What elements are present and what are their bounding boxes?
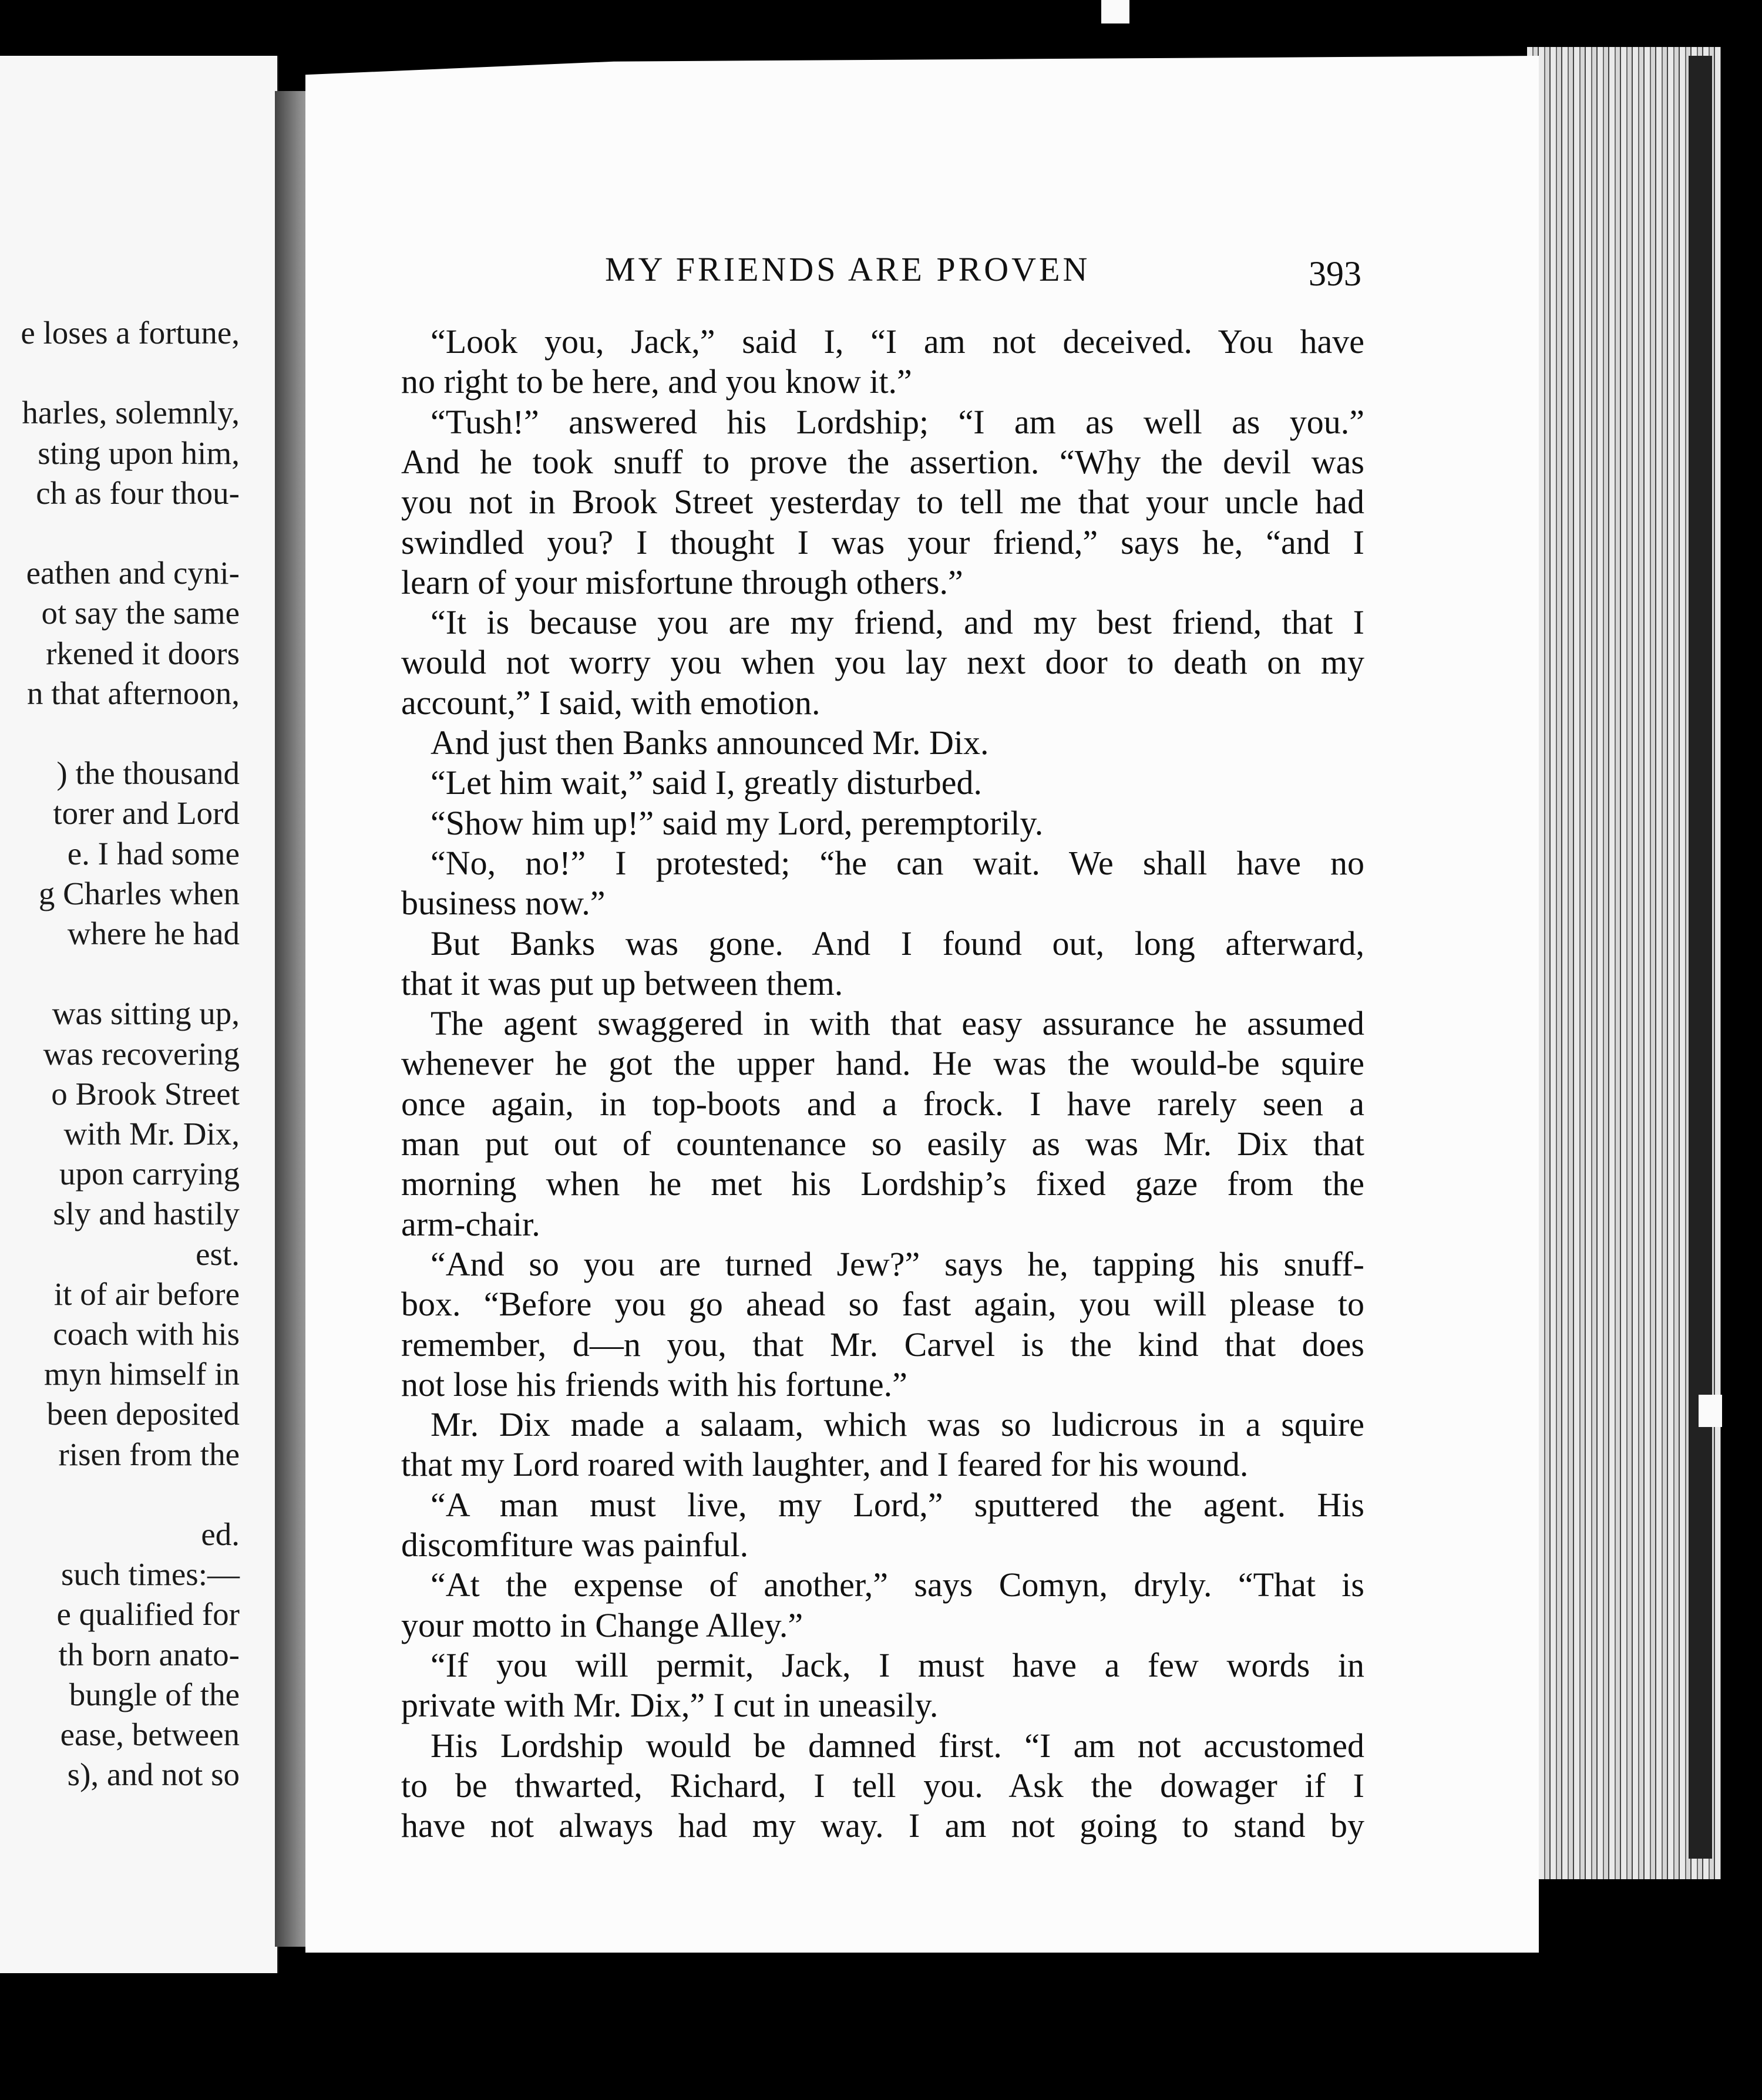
left-page-line: with Mr. Dix, <box>63 1116 240 1152</box>
left-page-line: o Brook Street <box>51 1075 240 1112</box>
body-text-line: “Tush!” answered his Lordship; “I am as well as you.” <box>431 402 1364 441</box>
body-text-line: private with Mr. Dix,” I cut in uneasily. <box>401 1686 939 1725</box>
body-text-line: morning when he met his Lordship’s fixed gaze from the <box>401 1165 1364 1203</box>
left-page-line: harles, solemnly, <box>22 395 240 431</box>
body-text-line: His Lordship would be damned first. “I am not accustomed <box>431 1726 1364 1765</box>
body-text-line: “At the expense of another,” says Comyn, dryly. “That is <box>431 1566 1364 1604</box>
left-page-line: such times:— <box>60 1556 240 1593</box>
left-page-line: coach with his <box>53 1316 240 1352</box>
left-page-line: sly and hastily <box>53 1196 240 1232</box>
left-page-line: torer and Lord <box>53 795 240 832</box>
body-text-line: remember, d—n you, that Mr. Carvel is the kind that does <box>401 1325 1364 1364</box>
body-text-line: “If you will permit, Jack, I must have a few words in <box>431 1645 1364 1684</box>
body-text-line: discomfiture was painful. <box>401 1526 749 1564</box>
body-text-line: “Show him up!” said my Lord, peremptorily. <box>431 803 1044 842</box>
body-text-line: that it was put up between them. <box>401 964 843 1002</box>
body-text-line: whenever he got the upper hand. He was the would-be squire <box>401 1044 1364 1083</box>
left-page-line: n that afternoon, <box>27 675 240 711</box>
left-page-line: was recovering <box>43 1035 240 1072</box>
body-text-line: would not worry you when you lay next door to death on my <box>401 643 1364 682</box>
body-text-line: “No, no!” I protested; “he can wait. We shall have no <box>431 843 1364 882</box>
left-page-line: ) the thousand <box>56 755 240 792</box>
body-text-line: you not in Brook Street yesterday to tell me that your uncle had <box>401 483 1364 521</box>
body-text-line: The agent swaggered in with that easy assurance he assumed <box>431 1004 1364 1043</box>
body-text-line: learn of your misfortune through others.” <box>401 563 963 601</box>
left-page-line: myn himself in <box>43 1356 240 1392</box>
body-text-line: And just then Banks announced Mr. Dix. <box>431 723 989 762</box>
left-page-line: sting upon him, <box>38 435 240 471</box>
body-text-line: your motto in Change Alley.” <box>401 1606 803 1644</box>
body-text-line: no right to be here, and you know it.” <box>401 362 912 401</box>
body-text-line: Mr. Dix made a salaam, which was so ludicrous in a squire <box>431 1405 1364 1444</box>
body-text-line: account,” I said, with emotion. <box>401 683 821 722</box>
left-page-line: been deposited <box>46 1396 240 1432</box>
body-text-line: that my Lord roared with laughter, and I feared for his wound. <box>401 1445 1249 1484</box>
body-text-line: “Let him wait,” said I, greatly disturbed. <box>431 763 982 802</box>
left-page-line: e. I had some <box>67 835 240 871</box>
body-text-line: not lose his friends with his fortune.” <box>401 1365 907 1404</box>
body-text-line: But Banks was gone. And I found out, long afterward, <box>431 924 1364 962</box>
left-page-line: e loses a fortune, <box>21 315 240 351</box>
left-page-line: rkened it doors <box>46 635 240 671</box>
left-page-line: g Charles when <box>38 875 240 911</box>
left-page-line: ch as four thou- <box>36 474 240 511</box>
left-page <box>0 56 278 1973</box>
scan-speck <box>1101 0 1129 23</box>
left-page-line: ot say the same <box>41 595 240 631</box>
left-page-line: eathen and cyni- <box>26 555 240 591</box>
body-text-line: have not always had my way. I am not going to stand by <box>401 1806 1364 1845</box>
body-text-line: “And so you are turned Jew?” says he, tapping his snuff- <box>431 1244 1364 1283</box>
left-page-line: it of air before <box>53 1276 240 1312</box>
left-page-line: was sitting up, <box>52 995 240 1032</box>
left-page-line: ease, between <box>60 1717 240 1752</box>
running-head: MY FRIENDS ARE PROVEN <box>605 250 1091 288</box>
body-text-line: arm-chair. <box>401 1204 540 1243</box>
cover-edge <box>1689 56 1712 1859</box>
body-text-line: And he took snuff to prove the assertion. “Why the devil was <box>401 442 1364 481</box>
left-page-line: est. <box>196 1236 240 1272</box>
scan-speck <box>1699 1395 1722 1427</box>
left-page-line: s), and not so <box>67 1756 240 1793</box>
left-page-line: upon carrying <box>59 1156 240 1192</box>
left-page-line: th born anato- <box>58 1636 240 1672</box>
body-text-line: “Look you, Jack,” said I, “I am not deceived. You have <box>431 322 1364 361</box>
left-page-line: risen from the <box>58 1436 240 1472</box>
page-number: 393 <box>1309 254 1361 293</box>
body-text-line: swindled you? I thought I was your friend,” says he, “and I <box>401 523 1364 561</box>
left-page-line: bungle of the <box>69 1676 240 1712</box>
body-text-line: box. “Before you go ahead so fast again, you will please to <box>401 1285 1364 1324</box>
body-text-line: business now.” <box>401 884 606 923</box>
body-text-line: “A man must live, my Lord,” sputtered the agent. His <box>431 1485 1364 1524</box>
left-page-line: e qualified for <box>56 1596 240 1633</box>
body-text-line: once again, in top-boots and a frock. I have rarely seen a <box>401 1084 1364 1123</box>
body-text-line: man put out of countenance so easily as was Mr. Dix that <box>401 1125 1364 1163</box>
left-page-text <box>0 56 277 1973</box>
body-text-line: to be thwarted, Richard, I tell you. Ask the dowager if I <box>401 1766 1364 1805</box>
left-page-line: ed. <box>201 1516 240 1552</box>
left-page-line: where he had <box>67 916 240 951</box>
body-text-line: “It is because you are my friend, and my best friend, that I <box>431 603 1364 642</box>
